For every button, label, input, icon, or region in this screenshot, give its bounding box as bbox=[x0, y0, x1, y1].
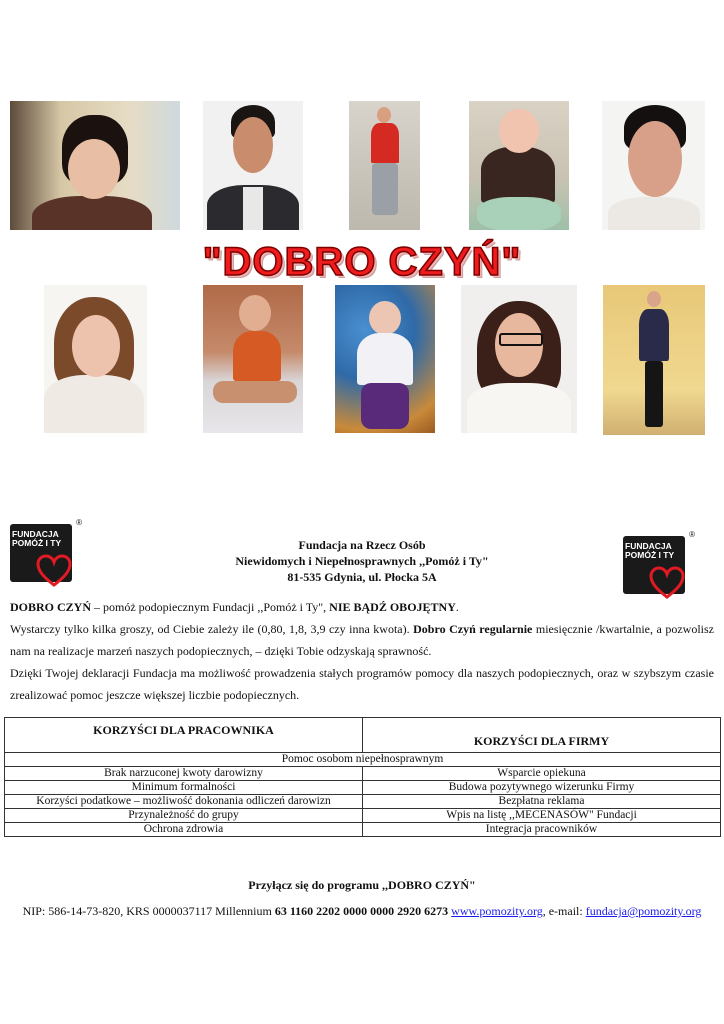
header-employee-benefits: KORZYŚCI DLA PRACOWNIKA bbox=[5, 718, 363, 753]
table-row bbox=[5, 809, 721, 823]
shared-benefit: Pomoc osobom niepełnosprawnym bbox=[5, 753, 721, 767]
footer-contact bbox=[0, 904, 724, 919]
heart-icon bbox=[649, 566, 685, 600]
foundation-address bbox=[180, 537, 544, 585]
logo-text-line1: FUNDACJA bbox=[12, 529, 59, 539]
employee-benefit: Korzyści podatkowe – możliwość dokonania odliczeń darowizn bbox=[5, 795, 363, 809]
photo-man-suit bbox=[203, 101, 303, 230]
company-benefit: Wsparcie opiekuna bbox=[363, 767, 721, 781]
foundation-name-line2: Niewidomych i Niepełnosprawnych ,,Pomóż i Ty" bbox=[235, 554, 489, 568]
table-row bbox=[5, 781, 721, 795]
photo-woman-glasses bbox=[461, 285, 577, 433]
intro-bold-campaign: DOBRO CZYŃ bbox=[10, 600, 92, 614]
table-row bbox=[5, 795, 721, 809]
website-link[interactable]: www.pomozity.org bbox=[451, 904, 543, 918]
intro-paragraph-3: Dzięki Twojej deklaracji Fundacja ma możliwość prowadzenia stałych programów pomocy dla naszych podopiecznych, oraz w szybszym czasie zrealizować pomoc jeszcze większej liczbie podopiecznych. bbox=[10, 666, 714, 702]
logo-text-line1: FUNDACJA bbox=[625, 541, 672, 551]
join-program-callout: Przyłącz się do programu ,,DOBRO CZYŃ" bbox=[248, 878, 476, 892]
footer-email-label: , e-mail: bbox=[542, 904, 586, 918]
photo-girl-armchair bbox=[10, 101, 180, 230]
intro-text bbox=[10, 596, 714, 706]
intro-text-2b: miesięcznie /kwartalnie, a pozwolisz nam na realizacje marzeń naszych podopiecznych, – dzięki Tobie odzyskają sprawność. bbox=[10, 622, 714, 658]
intro-paragraph-2 bbox=[10, 618, 714, 662]
photo-baby-lying bbox=[335, 285, 435, 433]
registered-mark: ® bbox=[689, 530, 695, 539]
bank-account-number: 63 1160 2202 0000 0000 2920 6273 bbox=[274, 904, 449, 918]
employee-benefit: Minimum formalności bbox=[5, 781, 363, 795]
photo-teen-boy bbox=[602, 101, 705, 230]
campaign-title: "DOBRO CZYŃ" bbox=[202, 240, 522, 284]
photo-boy-floor bbox=[203, 285, 303, 433]
photo-toddler-sitting bbox=[469, 101, 569, 230]
logo-text-line2: POMÓŻ I TY bbox=[625, 550, 675, 560]
company-benefit: Budowa pozytywnego wizerunku Firmy bbox=[363, 781, 721, 795]
intro-bold-appeal: NIE BĄDŹ OBOJĘTNY bbox=[329, 600, 456, 614]
photo-woman-standing bbox=[603, 285, 705, 435]
employee-benefit: Ochrona zdrowia bbox=[5, 823, 363, 837]
header-company-benefits: KORZYŚCI DLA FIRMY bbox=[363, 718, 721, 753]
employee-benefit: Brak narzuconej kwoty darowizny bbox=[5, 767, 363, 781]
table-row bbox=[5, 823, 721, 837]
registered-mark: ® bbox=[76, 518, 82, 527]
table-header-row bbox=[5, 718, 721, 753]
logo-text-line2: POMÓŻ I TY bbox=[12, 538, 62, 548]
benefits-table bbox=[4, 717, 721, 837]
table-row bbox=[5, 767, 721, 781]
heart-icon bbox=[36, 554, 72, 588]
foundation-address-line: 81-535 Gdynia, ul. Płocka 5A bbox=[287, 570, 437, 584]
photo-boy-standing bbox=[349, 101, 420, 230]
footer-nip-krs: NIP: 586-14-73-820, KRS 0000037117 Millennium bbox=[22, 904, 275, 918]
intro-text-1: – pomóż podopiecznym Fundacji ,,Pomóż i Ty", bbox=[91, 600, 330, 614]
table-row bbox=[5, 753, 721, 767]
company-benefit: Integracja pracowników bbox=[363, 823, 721, 837]
foundation-logo-left bbox=[10, 518, 82, 596]
employee-benefit: Przynależność do grupy bbox=[5, 809, 363, 823]
intro-bold-regular: Dobro Czyń regularnie bbox=[413, 622, 533, 636]
email-link[interactable]: fundacja@pomozity.org bbox=[585, 904, 702, 918]
intro-paragraph-1 bbox=[10, 596, 714, 618]
foundation-name-line1: Fundacja na Rzecz Osób bbox=[298, 538, 426, 552]
intro-text-2a: Wystarczy tylko kilka groszy, od Ciebie zależy ile (0,80, 1,8, 3,9 czy inna kwota). bbox=[10, 622, 414, 636]
company-benefit: Wpis na listę ,,MECENASÓW" Fundacji bbox=[363, 809, 721, 823]
company-benefit: Bezpłatna reklama bbox=[363, 795, 721, 809]
photo-girl-sweater bbox=[44, 285, 147, 433]
intro-end-1: . bbox=[455, 600, 459, 614]
